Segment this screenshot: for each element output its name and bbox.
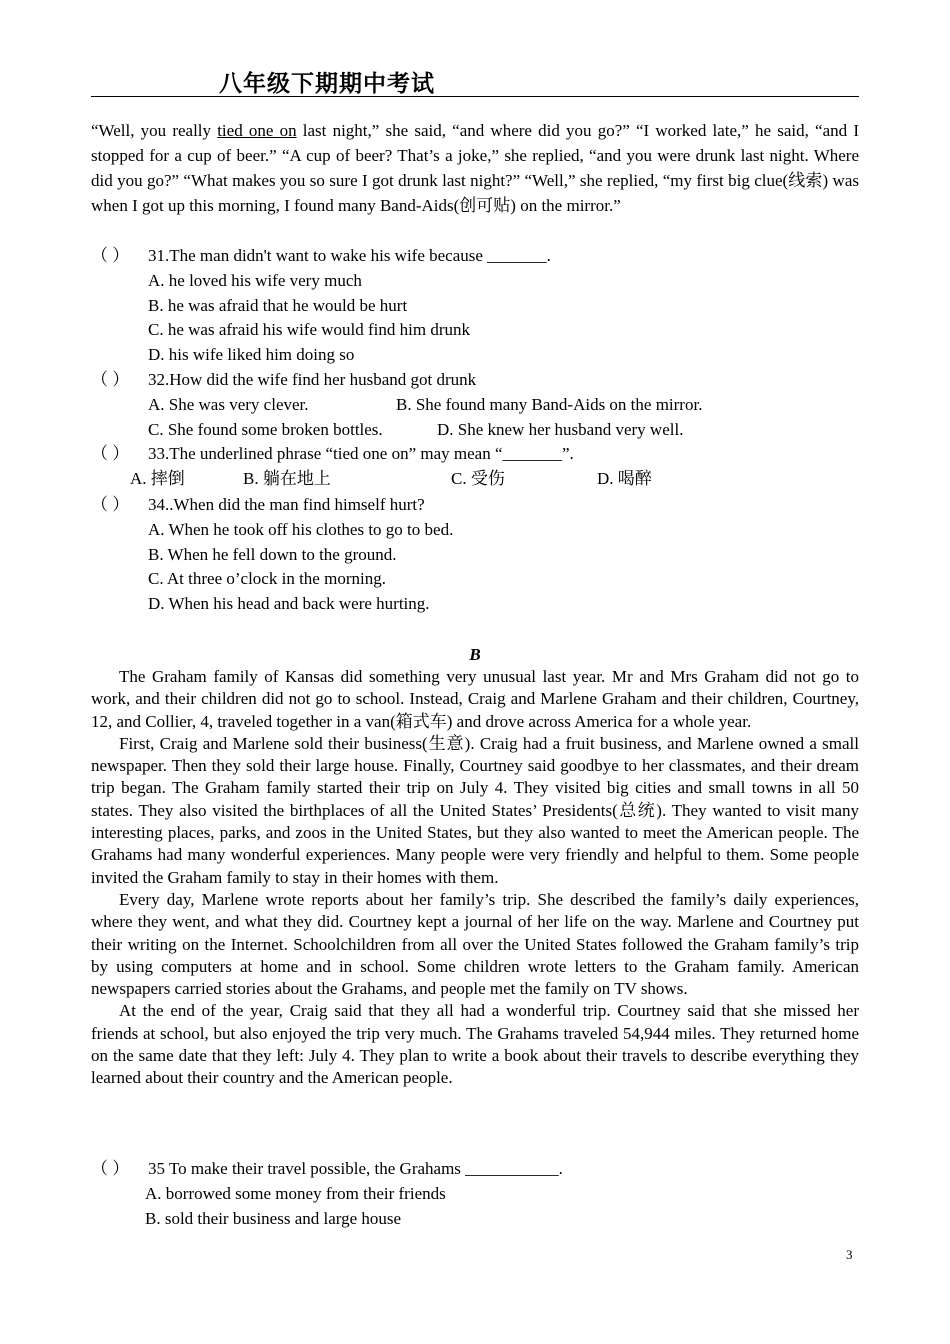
passage-b-paragraph-2: First, Craig and Marlene sold their business(生意). Craig had a fruit business, and Marlene owned a small newspaper. Then they sold their large house. Finally, Courtney said goodbye to her classmates, and their dream trip began. The Graham family started their trip on July 4. They visited big cities and small towns in all 50 states. They also visited the birthplaces of all the United States’ Presidents(总统). They wanted to visit many interesting places, parks, and zoos in the United States, but they also wanted to meet the American people. The Grahams had many wonderful experiences. Many people were very friendly and helpful to them. Some people invited the Graham family to stay in their homes with them. — [91, 733, 859, 887]
q32-option-a: A. She was very clever. — [148, 395, 309, 414]
q34-option-b: B. When he fell down to the ground. — [148, 545, 397, 564]
q34-option-a: A. When he took off his clothes to go to bed. — [148, 520, 454, 539]
q33-option-c: C. 受伤 — [451, 469, 505, 488]
underlined-phrase: tied one on — [217, 121, 297, 140]
q34-option-d: D. When his head and back were hurting. — [148, 594, 430, 613]
q33-option-d: D. 喝醉 — [597, 469, 652, 488]
question-35 — [91, 1156, 563, 1181]
q34-option-c: C. At three o’clock in the morning. — [148, 569, 386, 588]
passage-b-paragraph-4: At the end of the year, Craig said that they all had a wonderful trip. Courtney said that she missed her friends at school, but also enjoyed the trip very much. The Grahams traveled 54,944 miles. They returned home on the same date that they left: July 4. They plan to write a book about their travels to describe everything they learned about their country and the American people. — [91, 1001, 859, 1088]
q31-option-a: A. he loved his wife very much — [148, 271, 362, 290]
q35-option-a: A. borrowed some money from their friends — [145, 1184, 446, 1203]
answer-blank[interactable]: （ ） — [91, 495, 130, 514]
q32-option-d: D. She knew her husband very well. — [437, 420, 684, 439]
question-31 — [91, 243, 551, 268]
question-34 — [91, 492, 425, 517]
passage-a-ending — [91, 118, 859, 218]
q31-option-c: C. he was afraid his wife would find him drunk — [148, 320, 470, 339]
question-stem: 32.How did the wife find her husband got drunk — [148, 370, 477, 389]
q32-option-b: B. She found many Band-Aids on the mirror. — [396, 395, 703, 414]
passage-b-paragraph-3: Every day, Marlene wrote reports about her family’s trip. She described the family’s daily experiences, where they went, and what they did. Courtney kept a journal of her life on the way. Marlene and Courtney put their writing on the Internet. Schoolchildren from all over the United States followed the Graham family’s trip by using computers at home and in school. Some children wrote letters to the Graham family. American newspapers carried stories about the Grahams, and people met the family on TV shows. — [91, 889, 859, 999]
passage-b — [91, 666, 859, 1090]
q31-option-d: D. his wife liked him doing so — [148, 345, 355, 364]
question-stem: 35 To make their travel possible, the Grahams ___________. — [148, 1159, 563, 1178]
question-32 — [91, 367, 476, 392]
passage-a-text-2: last night,” she said, “and where did you go?” “I worked late,” he said, “and I stopped for a cup of beer.” “A cup of beer? That’s a joke,” she replied, “and you were drunk last night. Where did you go?” “What makes you so sure I got drunk last night?” “Well,” she replied, “my first big clue(线索) was when I got up this morning, I found many Band-Aids(创可贴) on the mirror.” — [91, 121, 859, 215]
question-33 — [91, 441, 574, 466]
passage-a-text-1: “Well, you really — [91, 121, 218, 140]
page-number: 3 — [846, 1247, 853, 1262]
question-stem: 34..When did the man find himself hurt? — [148, 495, 425, 514]
question-stem: 33.The underlined phrase “tied one on” may mean “_______”. — [148, 444, 574, 463]
answer-blank[interactable]: （ ） — [91, 246, 130, 265]
answer-blank[interactable]: （ ） — [91, 444, 130, 463]
answer-blank[interactable]: （ ） — [91, 1159, 130, 1178]
q33-option-a: A. 摔倒 — [130, 469, 185, 488]
answer-blank[interactable]: （ ） — [91, 370, 130, 389]
page-header — [91, 62, 859, 97]
section-b-label: B — [469, 645, 481, 664]
q35-option-b: B. sold their business and large house — [145, 1209, 402, 1228]
question-stem: 31.The man didn't want to wake his wife because _______. — [148, 246, 551, 265]
q32-option-c: C. She found some broken bottles. — [148, 420, 383, 439]
exam-title: 八年级下期期中考试 — [219, 71, 435, 97]
passage-b-paragraph-1: The Graham family of Kansas did something very unusual last year. Mr and Mrs Graham did not go to work, and their children did not go to school. Instead, Craig and Marlene Graham and their children, Courtney, 12, and Collier, 4, traveled together in a van(箱式车) and drove across America for a whole year. — [91, 667, 859, 731]
q33-option-b: B. 躺在地上 — [243, 469, 331, 488]
q31-option-b: B. he was afraid that he would be hurt — [148, 296, 408, 315]
